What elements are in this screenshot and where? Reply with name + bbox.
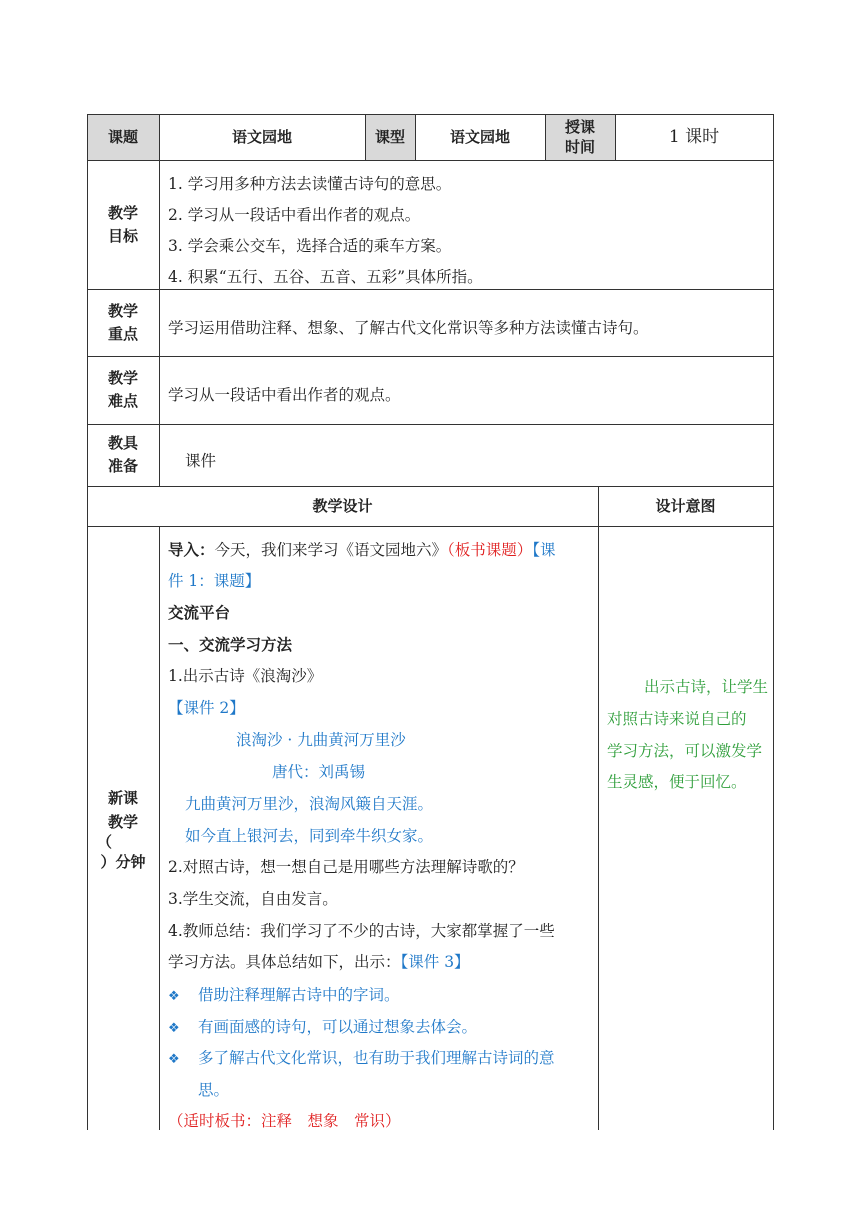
bullet-1-text: 借助注释理解古诗中的字词。 bbox=[198, 986, 400, 1004]
lesson-type-value: 语文园地 bbox=[449, 127, 510, 146]
step-4-line-1: 4.教师总结：我们学习了不少的古诗，大家都掌握了一些 bbox=[168, 922, 555, 940]
intro-label: 导入： bbox=[168, 541, 215, 559]
label-topic: 课题 bbox=[107, 127, 138, 146]
subsection-title: 一、交流学习方法 bbox=[168, 636, 293, 654]
label-new-lesson-line4: ）分钟 bbox=[100, 853, 146, 871]
step-3: 3.学生交流，自由发言。 bbox=[168, 890, 338, 908]
bullet-2 bbox=[168, 1015, 477, 1037]
rule bbox=[773, 114, 774, 1130]
label-objectives bbox=[87, 160, 159, 289]
ppt-ref-1a: 【课 bbox=[532, 541, 556, 559]
rule bbox=[87, 424, 773, 425]
step-1: 1.出示古诗《浪淘沙》 bbox=[168, 667, 323, 685]
objective-item: 1. 学习用多种方法去读懂古诗句的意思。 bbox=[168, 175, 452, 193]
class-time-value: 1 课时 bbox=[668, 126, 720, 147]
rule bbox=[87, 289, 773, 290]
ppt-ref-1b: 件 1：课题】 bbox=[168, 572, 261, 590]
label-new-lesson bbox=[87, 780, 159, 880]
rule bbox=[598, 486, 599, 1130]
objective-item: 3. 学会乘公交车，选择合适的乘车方案。 bbox=[168, 237, 452, 255]
label-materials bbox=[87, 424, 159, 486]
label-new-lesson-line1: 新课 bbox=[107, 789, 138, 807]
label-objectives-line1: 教学 bbox=[107, 203, 138, 222]
label-difficulties-line1: 教学 bbox=[107, 369, 138, 387]
materials-text: 课件 bbox=[185, 452, 217, 470]
diamond-bullet-icon: ❖ bbox=[168, 1052, 180, 1067]
label-key-points-line2: 重点 bbox=[107, 324, 138, 343]
rule bbox=[87, 356, 773, 357]
bullet-3 bbox=[168, 1046, 555, 1068]
poem-line-2: 如今直上银河去，同到牵牛织女家。 bbox=[185, 827, 434, 845]
bullet-1 bbox=[168, 983, 400, 1005]
intro-line bbox=[168, 538, 556, 560]
label-new-lesson-line3: （ bbox=[97, 833, 113, 851]
board-note: （适时板书：注释 想象 常识） bbox=[168, 1112, 401, 1130]
rule bbox=[159, 526, 160, 1130]
ppt-ref-3: 【课件 3】 bbox=[400, 953, 470, 971]
rule bbox=[159, 114, 160, 486]
label-class-time bbox=[545, 114, 615, 160]
bullet-3-text: 多了解古代文化常识，也有助于我们理解古诗词的意 bbox=[198, 1049, 555, 1067]
ppt-ref-2: 【课件 2】 bbox=[168, 699, 245, 717]
intent-header: 设计意图 bbox=[655, 496, 716, 515]
topic-value: 语文园地 bbox=[231, 127, 292, 146]
bullet-2-text: 有画面感的诗句，可以通过想象去体会。 bbox=[198, 1018, 478, 1036]
label-class-time-line1: 授课 bbox=[564, 118, 595, 136]
intro-text: 今天，我们来学习《语文园地六》 bbox=[214, 541, 448, 559]
poem-line-1: 九曲黄河万里沙，浪淘风簸自天涯。 bbox=[185, 795, 434, 813]
diamond-bullet-icon: ❖ bbox=[168, 1021, 180, 1036]
label-difficulties-line2: 难点 bbox=[107, 392, 138, 410]
step-2: 2.对照古诗，想一想自己是用哪些方法理解诗歌的？ bbox=[168, 858, 524, 876]
label-class-time-line2: 时间 bbox=[564, 138, 595, 156]
rule bbox=[87, 160, 773, 161]
board-note-title: （板书课题） bbox=[447, 541, 533, 559]
poem-title: 浪淘沙 · 九曲黄河万里沙 bbox=[236, 731, 406, 749]
step-4-line-2 bbox=[168, 950, 470, 972]
label-materials-line2: 准备 bbox=[107, 457, 138, 475]
intent-line-1: 出示古诗，让学生 bbox=[644, 678, 769, 696]
bullet-3-continued: 思。 bbox=[198, 1081, 230, 1099]
label-lesson-type: 课型 bbox=[374, 127, 405, 146]
design-header: 教学设计 bbox=[312, 496, 373, 515]
diamond-bullet-icon: ❖ bbox=[168, 989, 180, 1004]
section-title: 交流平台 bbox=[168, 604, 231, 622]
difficulties-text: 学习从一段话中看出作者的观点。 bbox=[168, 386, 401, 404]
objective-item: 4. 积累“五行、五谷、五音、五彩”具体所指。 bbox=[168, 268, 483, 286]
label-key-points bbox=[87, 289, 159, 356]
label-difficulties bbox=[87, 356, 159, 424]
objective-item: 2. 学习从一段话中看出作者的观点。 bbox=[168, 206, 421, 224]
rule bbox=[87, 526, 773, 527]
key-points-text: 学习运用借助注释、想象、了解古代文化常识等多种方法读懂古诗句。 bbox=[168, 319, 649, 337]
label-materials-line1: 教具 bbox=[107, 434, 138, 452]
label-objectives-line2: 目标 bbox=[107, 226, 138, 245]
poem-author: 唐代：刘禹锡 bbox=[272, 763, 366, 781]
intent-line-3: 学习方法，可以激发学 bbox=[607, 742, 763, 760]
label-new-lesson-line2: 教学 bbox=[107, 813, 138, 831]
intent-line-2: 对照古诗来说自己的 bbox=[607, 710, 747, 728]
intent-line-4: 生灵感，便于回忆。 bbox=[607, 773, 747, 791]
label-key-points-line1: 教学 bbox=[107, 301, 138, 320]
step-4-line-2-text: 学习方法。具体总结如下，出示： bbox=[168, 953, 401, 971]
